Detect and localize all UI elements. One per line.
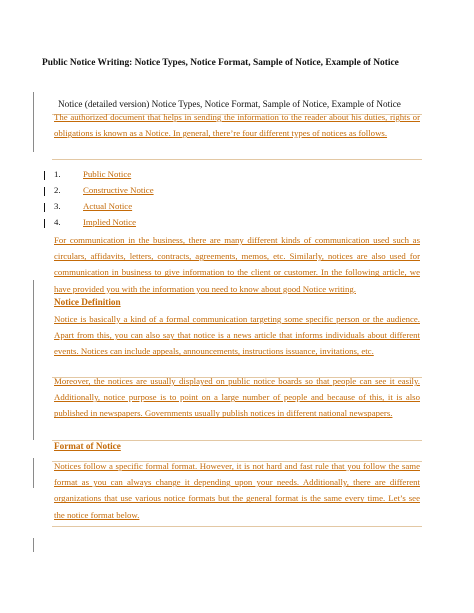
list-marker [44, 171, 45, 180]
notice-boards-paragraph: Moreover, the notices are usually displayed on public notice boards so that people can see it easily. Additionally, notice purpose is to point on a large number of people and because of this, it is also published in newspapers. Governments usually publish notices in different national newspapers. [54, 376, 420, 419]
change-bar [33, 280, 34, 440]
list-marker [44, 219, 45, 228]
list-marker [44, 203, 45, 212]
business-communication-paragraph: For communication in the business, there are many different kinds of communication used such as circulars, affidavits, letters, contracts, agreements, memos, etc. Similarly, notices are also used for communication in business to give information to the client or customer. In the following article, we have provided you with the information you need to know about good Notice writing. [54, 235, 420, 294]
list-item: 3. Actual Notice [54, 201, 133, 211]
list-item: 4. Implied Notice [54, 217, 137, 227]
list-link-implied-notice[interactable]: Implied Notice [83, 217, 137, 227]
page-title: Public Notice Writing: Notice Types, Notice Format, Sample of Notice, Example of Notice [42, 58, 399, 68]
list-link-constructive-notice[interactable]: Constructive Notice [83, 185, 154, 195]
change-bar [33, 92, 34, 152]
list-marker [44, 187, 45, 196]
list-item: 2. Constructive Notice [54, 185, 154, 195]
change-bar [33, 538, 34, 552]
section-heading-notice-definition: Notice Definition [54, 297, 121, 307]
list-link-public-notice[interactable]: Public Notice [83, 169, 132, 179]
list-item: 1. Public Notice [54, 169, 132, 179]
intro-paragraph: The authorized document that helps in sending the information to the reader about his duties, rights or obligations is known as a Notice. In general, there’re four different types of notices as follows. [54, 112, 420, 139]
section-heading-format-of-notice: Format of Notice [54, 441, 121, 451]
definition-paragraph: Notice is basically a kind of a formal communication targeting some specific person or the audience. Apart from this, you can also say that notice is a news article that informs individuals about different events. Notices can include appeals, announcements, instructions issuance, invitations, etc. [54, 314, 420, 357]
format-paragraph: Notices follow a specific formal format. However, it is not hard and fast rule that you follow the same format as you can always change it depending upon your needs. Additionally, there are different organizations that use various notice formats but the general format is the same every time. Let’s see the notice format below. [54, 461, 420, 520]
list-link-actual-notice[interactable]: Actual Notice [83, 201, 133, 211]
intro-heading: Notice (detailed version) Notice Types, Notice Format, Sample of Notice, Example of Notice [58, 99, 401, 109]
change-bar [33, 458, 34, 488]
